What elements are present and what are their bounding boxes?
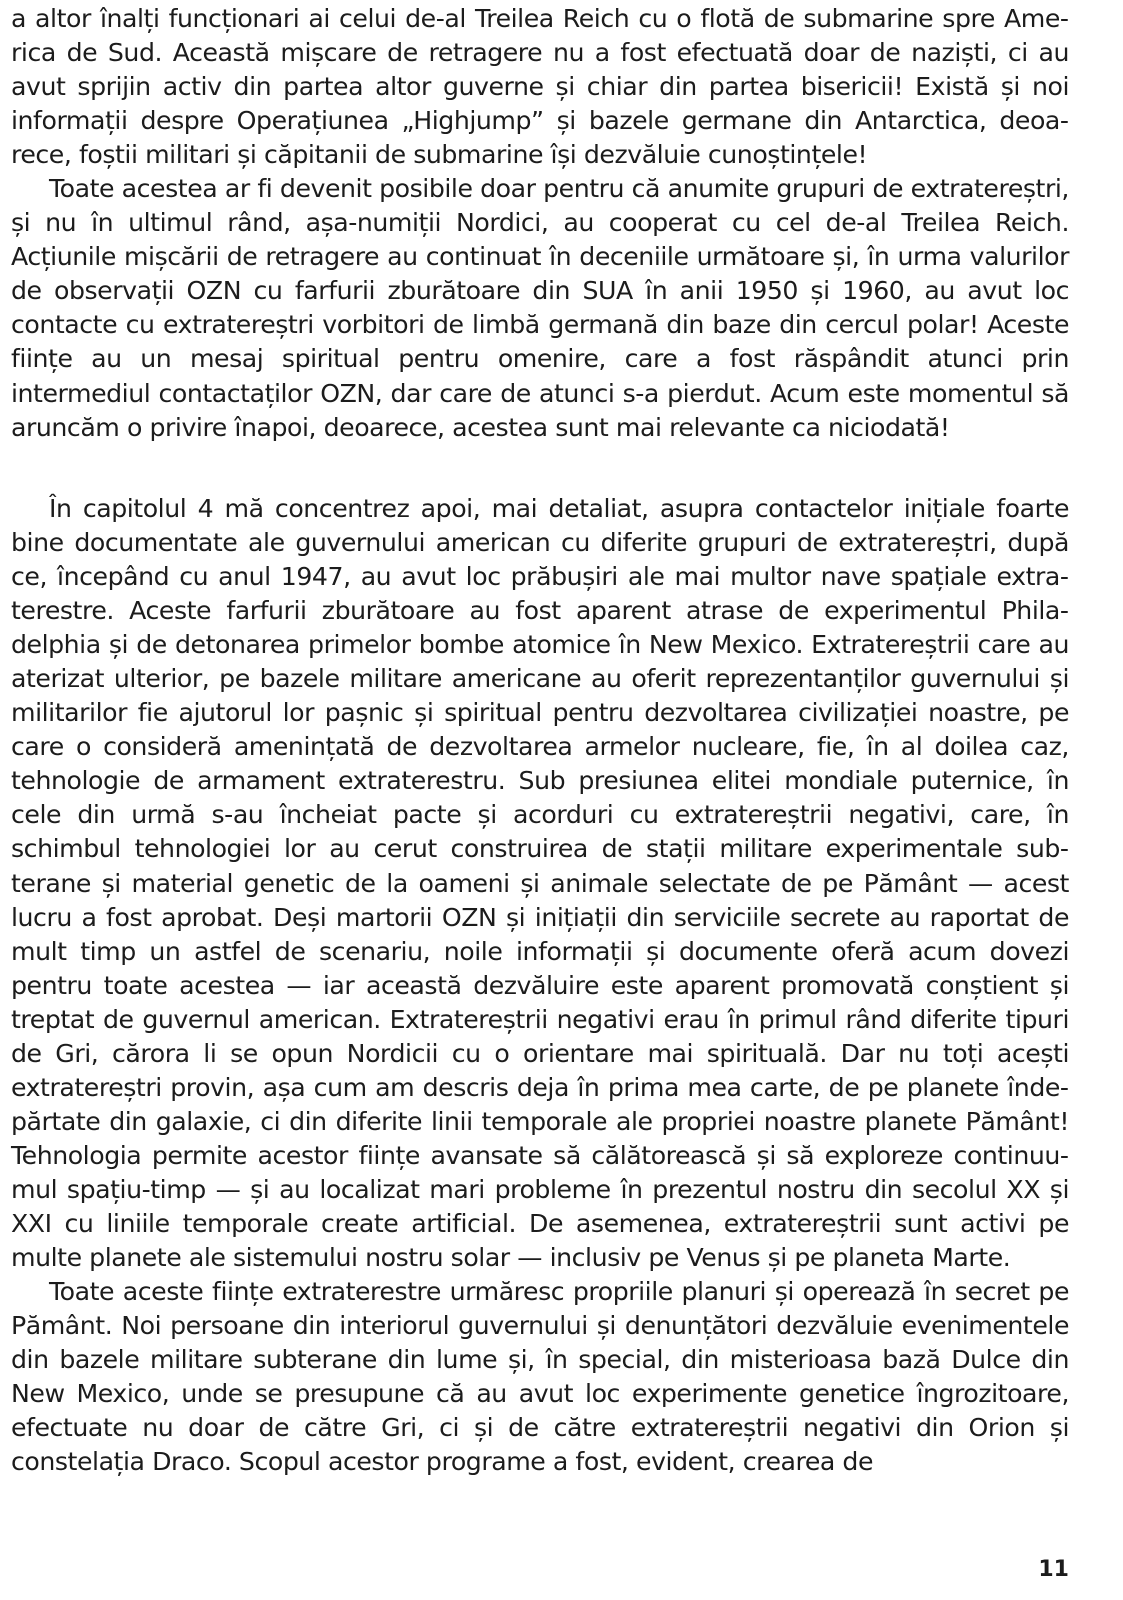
paragraph: În capitolul 4 mă concentrez apoi, mai detaliat, asupra contactelor inițiale foarte bine documentate ale guvernului american cu diferite grupuri de extratereștri, după ce, începând cu anul 1947, au avut loc prăbușiri ale mai multor nave spațiale extraterestre. Aceste farfurii zburătoare au fost aparent atrase de experimentul Philadelphia și de detonarea primelor bombe atomice în New Mexico. Extratereștrii care au aterizat ulterior, pe bazele militare americane au oferit reprezentanților guvernului și militarilor fie ajutorul lor pașnic și spiritual pentru dezvoltarea civilizației noastre, pe care o consideră amenințată de dezvoltarea armelor nucleare, fie, în al doilea caz, tehnologie de armament extraterestru. Sub presiunea elitei mondiale puternice, în cele din urmă s-au încheiat pacte și acorduri cu extratereștrii negativi, care, în schimbul tehnologiei lor au cerut construirea de stații militare experimentale subterane și material genetic de la oameni și animale selectate de pe Pământ — acest lucru a fost aprobat. Deși martorii OZN și inițiații din serviciile secrete au raportat de mult timp un astfel de scenariu, noile informații și documente oferă acum dovezi pentru toate acestea — iar această dezvăluire este aparent promovată conștient și treptat de guvernul american. Extratereștrii negativi erau în primul rând diferite tipuri de Gri, cărora li se opun Nordicii cu o orientare mai spirituală. Dar nu toți acești extratereștri provin, așa cum am descris deja în prima mea carte, de pe planete îndepărtate din galaxie, ci din diferite linii temporale ale propriei noastre planete Pământ! Tehnologia permite acestor ființe avansate să călătorească și să exploreze continuumul spațiu-timp — și au localizat mari probleme în prezentul nostru din secolul XX și XXI cu liniile temporale create artificial. De asemenea, extratereștrii sunt activi pe multe planete ale sistemului nostru solar — inclusiv pe Venus și pe planeta Marte. bbox=[11, 494, 1069, 1273]
body-text-section-2 bbox=[11, 492, 1069, 1479]
paragraph: a altor înalți funcționari ai celui de-al Treilea Reich cu o flotă de submarine spre America de Sud. Această mișcare de retragere nu a fost efectuată doar de naziști, ci au avut sprijin activ din partea altor guverne și chiar din partea bisericii! Există și noi informații despre Operațiunea „Highjump” și bazele germane din Antarctica, deoarece, foștii militari și căpitanii de submarine își dezvăluie cunoștințele! bbox=[11, 4, 1069, 170]
paragraph: Toate aceste ființe extraterestre urmăresc propriile planuri și operează în secret pe Pământ. Noi persoane din interiorul guvernului și denunțători dezvăluie evenimentele din bazele militare subterane din lume și, în special, din misterioasa bază Dulce din New Mexico, unde se presupune că au avut loc experimente genetice îngrozitoare, efectuate nu doar de către Gri, ci și de către extratereștrii negativi din Orion și constelația Draco. Scopul acestor programe a fost, evident, crearea de bbox=[11, 1277, 1069, 1477]
paragraph: Toate acestea ar fi devenit posibile doar pentru că anumite grupuri de extratereștri, și nu în ultimul rând, așa-numiții Nordici, au cooperat cu cel de-al Treilea Reich. Acțiunile mișcării de retragere au continuat în deceniile următoare și, în urma valurilor de observații OZN cu farfurii zburătoare din SUA în anii 1950 și 1960, au avut loc contacte cu extratereștri vorbitori de limbă germană din baze din cercul polar! Aceste ființe au un mesaj spiritual pentru omenire, care a fost răspândit atunci prin intermediul contactaților OZN, dar care de atunci s-a pierdut. Acum este momentul să aruncăm o privire înapoi, deoarece, acestea sunt mai relevante ca niciodată! bbox=[11, 174, 1069, 442]
body-text-section-1 bbox=[11, 2, 1069, 445]
page-number: 11 bbox=[1038, 1557, 1069, 1582]
